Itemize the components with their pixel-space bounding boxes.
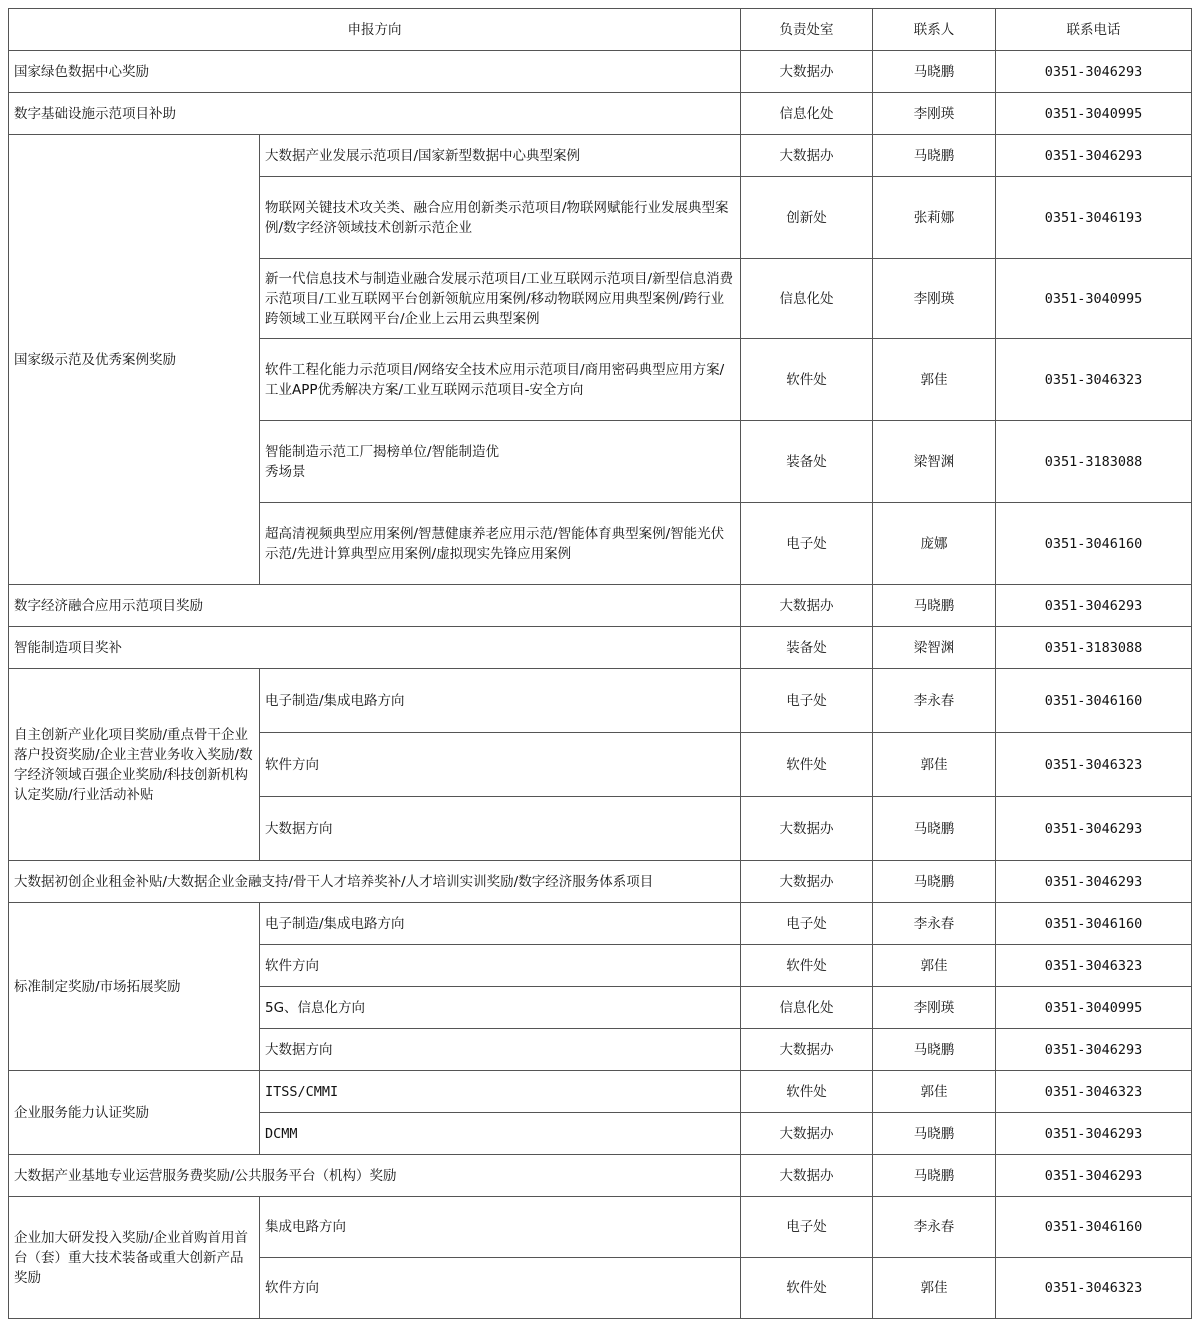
dept-cell: 装备处 <box>741 627 873 669</box>
dept-cell: 大数据办 <box>741 135 873 177</box>
table-row <box>9 861 1192 903</box>
dept-cell: 信息化处 <box>741 259 873 339</box>
sub-direction-cell: 大数据产业发展示范项目/国家新型数据中心典型案例 <box>260 135 741 177</box>
dept-cell: 电子处 <box>741 903 873 945</box>
dept-cell: 信息化处 <box>741 93 873 135</box>
contact-cell: 李永春 <box>873 669 996 733</box>
table-row <box>9 669 1192 733</box>
phone-cell: 0351-3046293 <box>996 585 1192 627</box>
phone-cell: 0351-3046293 <box>996 1029 1192 1071</box>
dept-cell: 电子处 <box>741 669 873 733</box>
phone-cell: 0351-3046323 <box>996 733 1192 797</box>
table-row <box>9 627 1192 669</box>
phone-cell: 0351-3046323 <box>996 1071 1192 1113</box>
dept-cell: 大数据办 <box>741 1155 873 1197</box>
header-contact: 联系人 <box>873 9 996 51</box>
dept-cell: 电子处 <box>741 1197 873 1258</box>
phone-cell: 0351-3183088 <box>996 421 1192 503</box>
sub-direction-cell: 集成电路方向 <box>260 1197 741 1258</box>
contact-cell: 郭佳 <box>873 339 996 421</box>
phone-cell: 0351-3183088 <box>996 627 1192 669</box>
contact-cell: 李永春 <box>873 1197 996 1258</box>
contact-cell: 马晓鹏 <box>873 135 996 177</box>
phone-cell: 0351-3046160 <box>996 669 1192 733</box>
table-row <box>9 585 1192 627</box>
sub-direction-cell: 5G、信息化方向 <box>260 987 741 1029</box>
dept-cell: 软件处 <box>741 733 873 797</box>
phone-cell: 0351-3040995 <box>996 259 1192 339</box>
header-row <box>9 9 1192 51</box>
sub-direction-cell: 智能制造示范工厂揭榜单位/智能制造优秀场景 <box>260 421 741 503</box>
direction-cell: 数字经济融合应用示范项目奖励 <box>9 585 741 627</box>
contact-cell: 郭佳 <box>873 945 996 987</box>
phone-cell: 0351-3046293 <box>996 797 1192 861</box>
phone-cell: 0351-3046193 <box>996 177 1192 259</box>
dept-cell: 软件处 <box>741 1258 873 1319</box>
dept-cell: 软件处 <box>741 339 873 421</box>
group-cell: 企业服务能力认证奖励 <box>9 1071 260 1155</box>
dept-cell: 大数据办 <box>741 1029 873 1071</box>
direction-cell: 国家绿色数据中心奖励 <box>9 51 741 93</box>
sub-direction-cell: 软件方向 <box>260 1258 741 1319</box>
phone-cell: 0351-3046323 <box>996 1258 1192 1319</box>
dept-cell: 软件处 <box>741 1071 873 1113</box>
contact-cell: 马晓鹏 <box>873 861 996 903</box>
contact-cell: 郭佳 <box>873 1258 996 1319</box>
dept-cell: 大数据办 <box>741 585 873 627</box>
table-row <box>9 1197 1192 1258</box>
phone-cell: 0351-3040995 <box>996 987 1192 1029</box>
sub-direction-cell: DCMM <box>260 1113 741 1155</box>
phone-cell: 0351-3046293 <box>996 51 1192 93</box>
dept-cell: 大数据办 <box>741 861 873 903</box>
table-row <box>9 93 1192 135</box>
dept-cell: 大数据办 <box>741 51 873 93</box>
table-row <box>9 135 1192 177</box>
dept-cell: 大数据办 <box>741 797 873 861</box>
phone-cell: 0351-3046160 <box>996 503 1192 585</box>
contact-cell: 马晓鹏 <box>873 1155 996 1197</box>
table-row <box>9 903 1192 945</box>
group-cell: 标准制定奖励/市场拓展奖励 <box>9 903 260 1071</box>
contact-cell: 马晓鹏 <box>873 51 996 93</box>
direction-cell: 数字基础设施示范项目补助 <box>9 93 741 135</box>
phone-cell: 0351-3046293 <box>996 861 1192 903</box>
sub-direction-cell: 新一代信息技术与制造业融合发展示范项目/工业互联网示范项目/新型信息消费示范项目/工业互联网平台创新领航应用案例/移动物联网应用典型案例/跨行业跨领域工业互联网平台/企业上云用云典型案例 <box>260 259 741 339</box>
sub-direction-cell: 电子制造/集成电路方向 <box>260 669 741 733</box>
contact-cell: 庞娜 <box>873 503 996 585</box>
phone-cell: 0351-3040995 <box>996 93 1192 135</box>
header-dept: 负责处室 <box>741 9 873 51</box>
sub-direction-cell: ITSS/CMMI <box>260 1071 741 1113</box>
contact-cell: 李永春 <box>873 903 996 945</box>
phone-cell: 0351-3046323 <box>996 339 1192 421</box>
group-cell: 企业加大研发投入奖励/企业首购首用首台（套）重大技术装备或重大创新产品奖励 <box>9 1197 260 1319</box>
contact-cell: 马晓鹏 <box>873 1029 996 1071</box>
sub-direction-cell: 软件工程化能力示范项目/网络安全技术应用示范项目/商用密码典型应用方案/工业APP优秀解决方案/工业互联网示范项目-安全方向 <box>260 339 741 421</box>
direction-cell: 大数据产业基地专业运营服务费奖励/公共服务平台（机构）奖励 <box>9 1155 741 1197</box>
dept-cell: 电子处 <box>741 503 873 585</box>
sub-direction-cell: 大数据方向 <box>260 1029 741 1071</box>
contact-cell: 马晓鹏 <box>873 1113 996 1155</box>
dept-cell: 信息化处 <box>741 987 873 1029</box>
dept-cell: 大数据办 <box>741 1113 873 1155</box>
sub-direction-cell: 软件方向 <box>260 945 741 987</box>
contact-cell: 郭佳 <box>873 1071 996 1113</box>
header-phone: 联系电话 <box>996 9 1192 51</box>
sub-direction-cell: 超高清视频典型应用案例/智慧健康养老应用示范/智能体育典型案例/智能光伏示范/先进计算典型应用案例/虚拟现实先锋应用案例 <box>260 503 741 585</box>
table-row <box>9 1155 1192 1197</box>
contact-cell: 张莉娜 <box>873 177 996 259</box>
contact-cell: 李刚瑛 <box>873 987 996 1029</box>
contact-table <box>8 8 1192 1319</box>
direction-cell: 大数据初创企业租金补贴/大数据企业金融支持/骨干人才培养奖补/人才培训实训奖励/数字经济服务体系项目 <box>9 861 741 903</box>
sub-direction-cell: 大数据方向 <box>260 797 741 861</box>
phone-cell: 0351-3046323 <box>996 945 1192 987</box>
contact-cell: 郭佳 <box>873 733 996 797</box>
sub-direction-cell: 物联网关键技术攻关类、融合应用创新类示范项目/物联网赋能行业发展典型案例/数字经济领域技术创新示范企业 <box>260 177 741 259</box>
group-cell: 国家级示范及优秀案例奖励 <box>9 135 260 585</box>
sub-direction-cell: 电子制造/集成电路方向 <box>260 903 741 945</box>
sub-direction-cell: 软件方向 <box>260 733 741 797</box>
contact-cell: 马晓鹏 <box>873 797 996 861</box>
group-cell: 自主创新产业化项目奖励/重点骨干企业落户投资奖励/企业主营业务收入奖励/数字经济领域百强企业奖励/科技创新机构认定奖励/行业活动补贴 <box>9 669 260 861</box>
direction-cell: 智能制造项目奖补 <box>9 627 741 669</box>
contact-cell: 梁智渊 <box>873 421 996 503</box>
contact-cell: 李刚瑛 <box>873 259 996 339</box>
table-row <box>9 51 1192 93</box>
dept-cell: 创新处 <box>741 177 873 259</box>
phone-cell: 0351-3046293 <box>996 1155 1192 1197</box>
phone-cell: 0351-3046160 <box>996 903 1192 945</box>
phone-cell: 0351-3046160 <box>996 1197 1192 1258</box>
phone-cell: 0351-3046293 <box>996 135 1192 177</box>
dept-cell: 装备处 <box>741 421 873 503</box>
table-row <box>9 1071 1192 1113</box>
header-direction: 申报方向 <box>9 9 741 51</box>
contact-cell: 梁智渊 <box>873 627 996 669</box>
contact-cell: 李刚瑛 <box>873 93 996 135</box>
contact-cell: 马晓鹏 <box>873 585 996 627</box>
phone-cell: 0351-3046293 <box>996 1113 1192 1155</box>
dept-cell: 软件处 <box>741 945 873 987</box>
